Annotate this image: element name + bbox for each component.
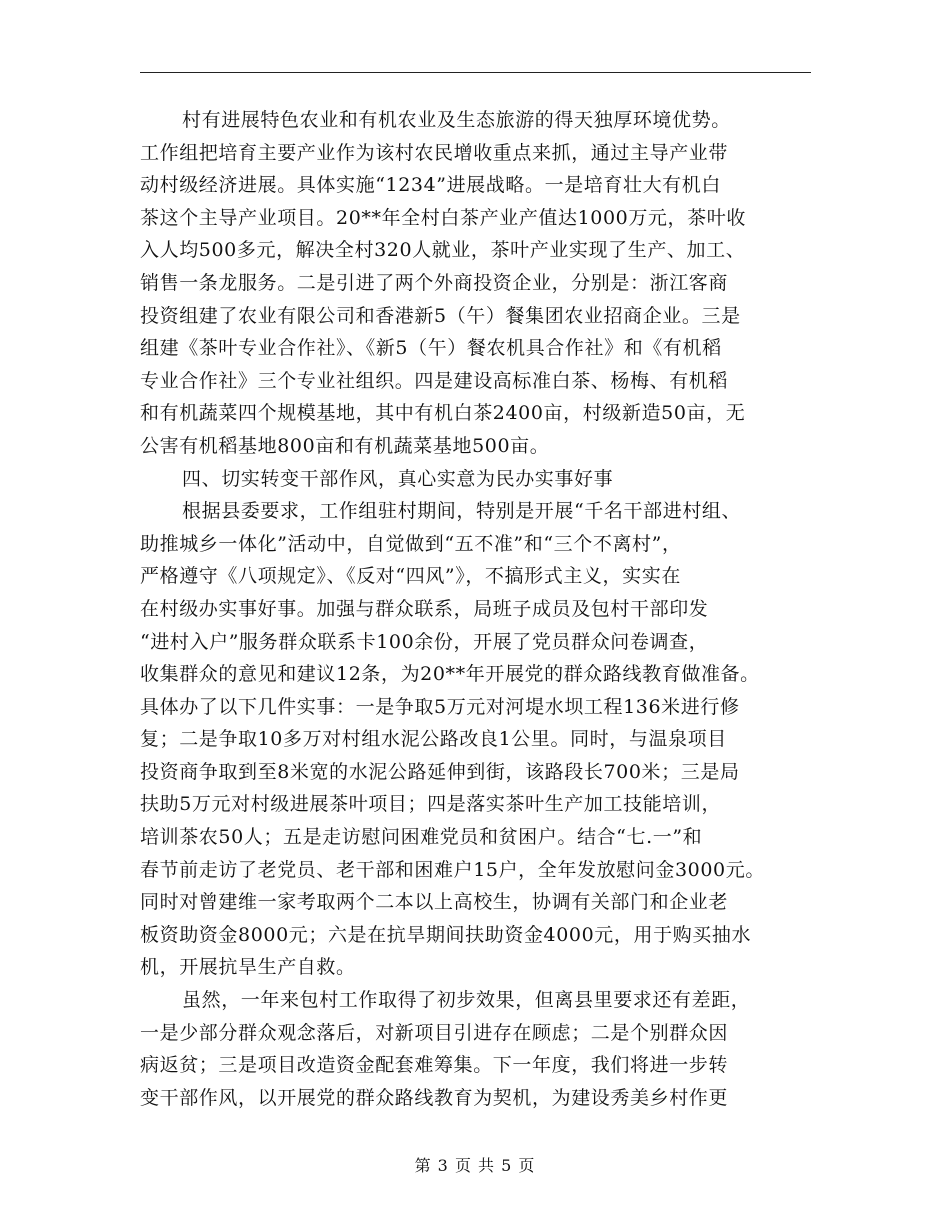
text-line: 严格遵守《八项规定》、《反对“四风”》，不搞形式主义，实实在 — [140, 565, 681, 588]
text-line: 复；二是争取10多万对村组水泥公路改良1公里。同时，与温泉项目 — [140, 728, 727, 751]
text-line: 一是少部分群众观念落后，对新项目引进存在顾虑；二是个别群众因 — [140, 1021, 729, 1044]
text-line: 投资商争取到至8米宽的水泥公路延伸到街，该路段长700米；三是局 — [140, 760, 740, 783]
text-line: 动村级经济进展。具体实施“1234”进展战略。一是培育壮大有机白 — [140, 174, 721, 197]
text-line: 工作组把培育主要产业作为该村农民增收重点来抓，通过主导产业带 — [140, 141, 729, 164]
text-line: 村有进展特色农业和有机农业及生态旅游的得天独厚环境优势。 — [182, 109, 731, 131]
text-line: 病返贫；三是项目改造资金配套难筹集。下一年度，我们将进一步转 — [140, 1054, 729, 1077]
text-line: 和有机蔬菜四个规模基地，其中有机白茶2400亩，村级新造50亩，无 — [140, 402, 746, 425]
text-line: 助推城乡一体化”活动中，自觉做到“五不准”和“三个不离村”， — [140, 532, 682, 555]
text-line: 具体办了以下几件实事：一是争取5万元对河堤水坝工程136米进行修 — [140, 695, 740, 718]
text-line: 公害有机稻基地800亩和有机蔬菜基地500亩。 — [140, 434, 550, 457]
text-line: 销售一条龙服务。二是引进了两个外商投资企业，分别是：浙江客商 — [140, 271, 729, 294]
text-line: 机，开展抗旱生产自救。 — [140, 956, 356, 979]
text-line: 专业合作社》三个专业社组织。四是建设高标准白茶、杨梅、有机稻 — [140, 369, 729, 392]
body-text — [140, 104, 830, 1114]
text-line: 根据县委要求，工作组驻村期间，特别是开展“千名干部进村组、 — [182, 500, 742, 523]
text-line: 收集群众的意见和建议12条，为20**年开展党的群众路线教育做准备。 — [140, 663, 760, 686]
text-line: 板资助资金8000元；六是在抗旱期间扶助资金4000元，用于购买抽水 — [140, 923, 752, 946]
text-line: 茶这个主导产业项目。20**年全村白茶产业产值达1000万元，茶叶收 — [140, 206, 746, 229]
section-heading: 四、切实转变干部作风，真心实意为民办实事好事 — [182, 467, 614, 490]
text-line: 组建《茶叶专业合作社》、《新5（午）餐农机具合作社》和《有机稻 — [140, 337, 722, 360]
text-line: 虽然，一年来包村工作取得了初步效果，但离县里要求还有差距， — [182, 989, 751, 1012]
text-line: 投资组建了农业有限公司和香港新5（午）餐集团农业招商企业。三是 — [140, 304, 741, 327]
text-line: 变干部作风，以开展党的群众路线教育为契机，为建设秀美乡村作更 — [140, 1086, 729, 1109]
text-line: 同时对曾建维一家考取两个二本以上高校生，协调有关部门和企业老 — [140, 891, 729, 914]
text-line: 培训茶农50人；五是走访慰问困难党员和贫困户。结合“七.一”和 — [140, 826, 703, 849]
text-line: “进村入户”服务群众联系卡100余份，开展了党员群众问卷调查， — [140, 630, 709, 653]
text-line: 在村级办实事好事。加强与群众联系，局班子成员及包村干部印发 — [140, 597, 709, 620]
page-number-footer: 第 3 页 共 5 页 — [414, 1156, 536, 1175]
text-line: 扶助5万元对村级进展茶叶项目；四是落实茶叶生产加工技能培训， — [140, 793, 722, 816]
header-rule — [140, 72, 811, 73]
text-line: 入人均500多元，解决全村320人就业，茶叶产业实现了生产、加工、 — [140, 239, 746, 262]
text-line: 春节前走访了老党员、老干部和困难户15户，全年发放慰问金3000元。 — [140, 858, 765, 881]
